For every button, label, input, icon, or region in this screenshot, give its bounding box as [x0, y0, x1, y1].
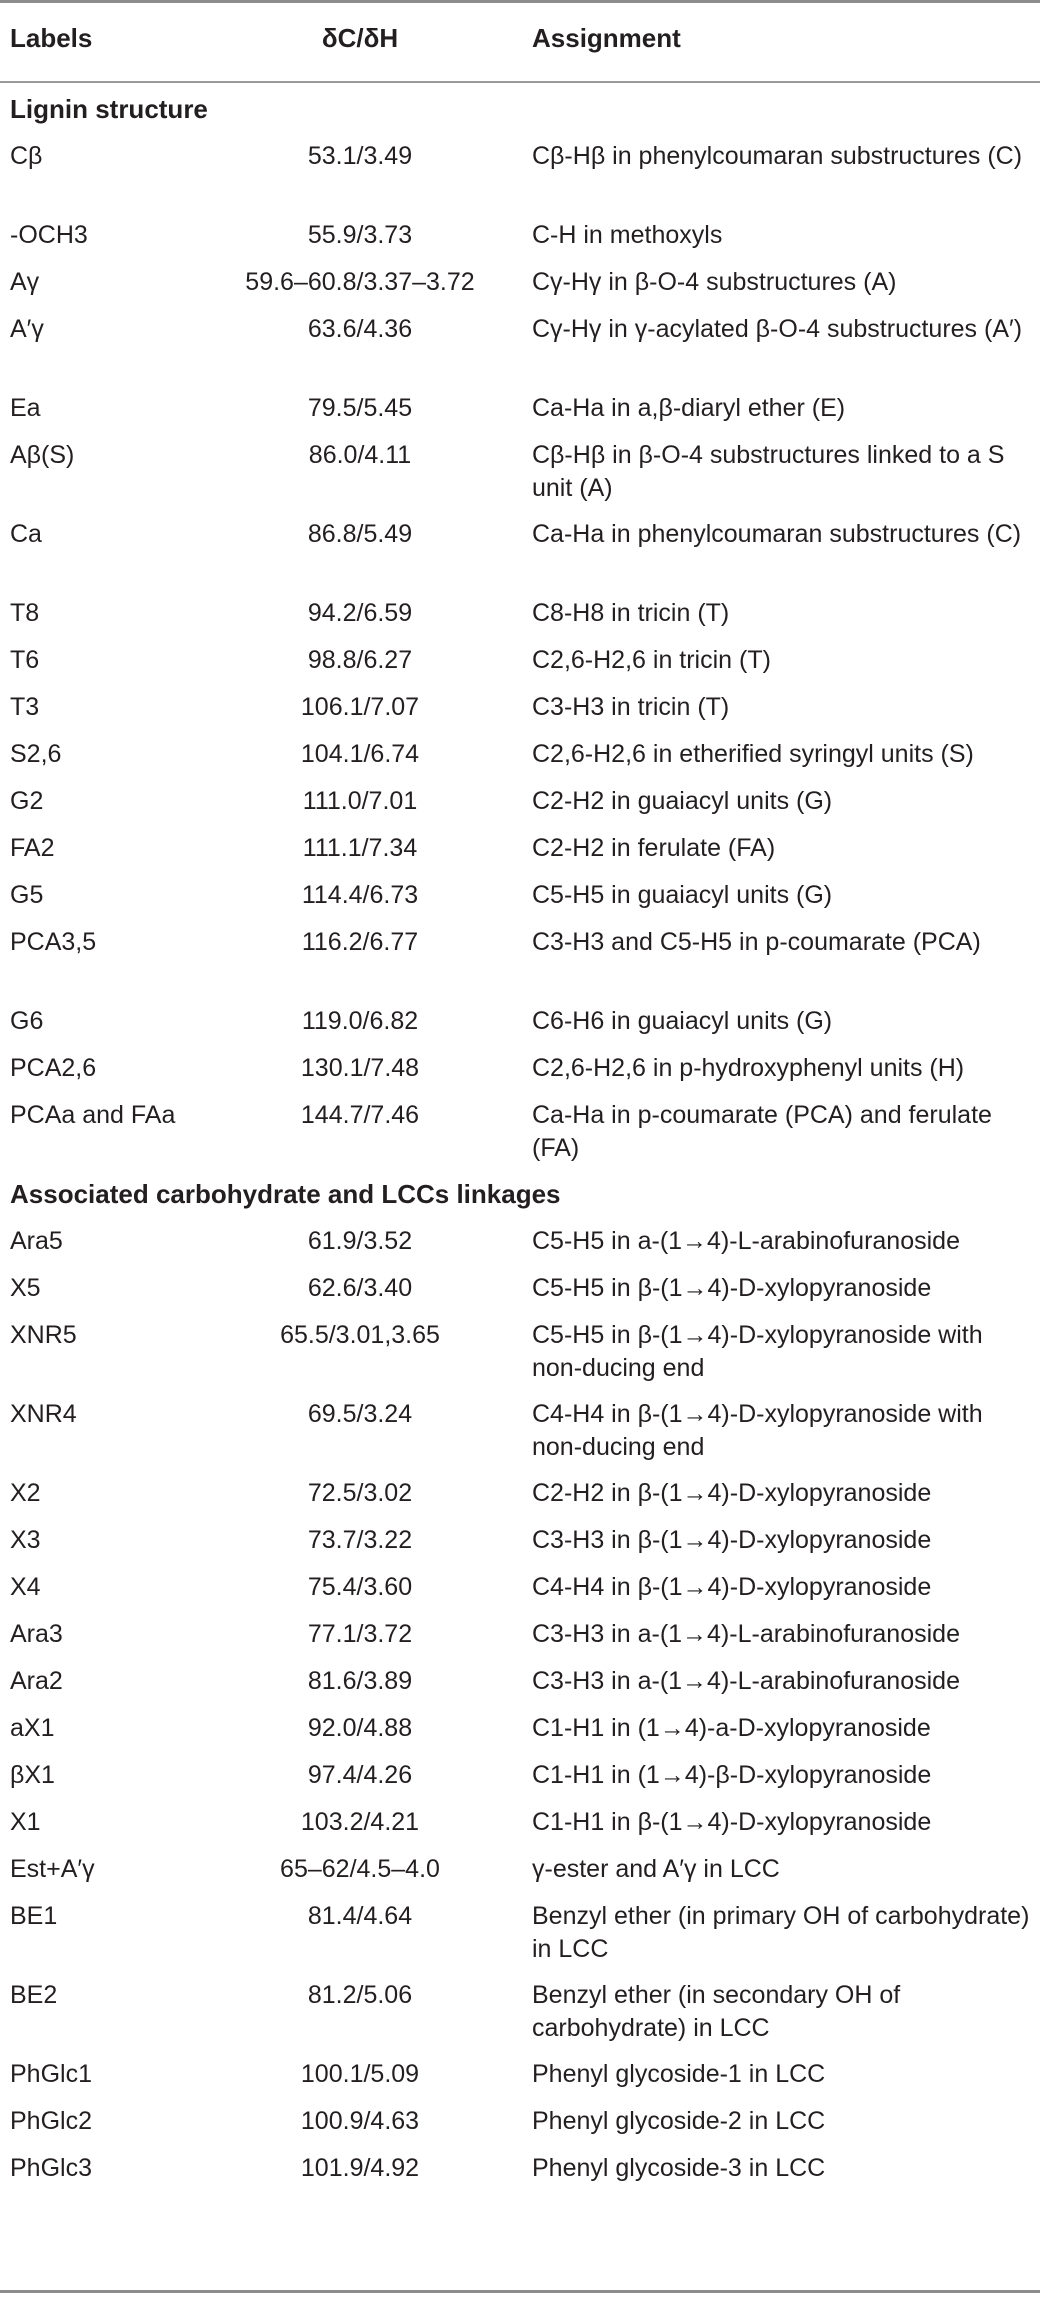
row-shift: 130.1/7.48 [300, 1054, 420, 1082]
row-shift: 98.8/6.27 [307, 646, 413, 674]
table-row [0, 1611, 1040, 1658]
row-assignment: C5-H5 in β-(1→4)-D-xylopyranoside [532, 1274, 932, 1302]
row-label: G5 [10, 881, 44, 909]
table-row [0, 1218, 1040, 1265]
row-assignment: C3-H3 in a-(1→4)-L-arabinofuranoside [532, 1620, 960, 1648]
row-assignment: C3-H3 in tricin (T) [532, 693, 730, 721]
row-label: G2 [10, 787, 44, 815]
row-assignment: C2,6-H2,6 in tricin (T) [532, 646, 771, 674]
table-row [0, 1972, 1040, 2051]
row-label: PhGlc3 [10, 2154, 92, 2182]
table-row [0, 2145, 1040, 2192]
table-row [0, 590, 1040, 637]
row-assignment: Benzyl ether (in primary OH of carbohydrate) in LCC [532, 1902, 1030, 1963]
table-row [0, 1752, 1040, 1799]
table-row [0, 1846, 1040, 1893]
row-assignment: C8-H8 in tricin (T) [532, 599, 730, 627]
row-label: T6 [10, 646, 40, 674]
row-assignment: C5-H5 in β-(1→4)-D-xylopyranoside with non-ducing end [532, 1321, 983, 1382]
table-row [0, 872, 1040, 919]
row-label: Ara2 [10, 1667, 63, 1695]
table-row [0, 1045, 1040, 1092]
row-assignment: C4-H4 in β-(1→4)-D-xylopyranoside [532, 1573, 932, 1601]
row-label: X4 [10, 1573, 41, 1601]
row-assignment: C2-H2 in β-(1→4)-D-xylopyranoside [532, 1479, 932, 1507]
row-shift: 81.6/3.89 [307, 1667, 413, 1695]
row-label: T3 [10, 693, 40, 721]
row-assignment: Ca-Ha in a,β-diaryl ether (E) [532, 394, 846, 422]
row-assignment: C5-H5 in guaiacyl units (G) [532, 881, 833, 909]
section-title-lignin: Lignin structure [10, 94, 208, 124]
header-assignment: Assignment [532, 23, 681, 53]
row-assignment: C2-H2 in ferulate (FA) [532, 834, 776, 862]
row-shift: 103.2/4.21 [300, 1808, 420, 1836]
row-label: Est+A′γ [10, 1855, 95, 1883]
row-assignment: C-H in methoxyls [532, 221, 723, 249]
table-row [0, 2051, 1040, 2098]
row-shift: 86.8/5.49 [307, 520, 413, 548]
row-label: X5 [10, 1274, 41, 1302]
table-row [0, 1705, 1040, 1752]
table-row [0, 1658, 1040, 1705]
row-shift: 79.5/5.45 [307, 394, 413, 422]
section-row [0, 1171, 1040, 1218]
row-assignment: Ca-Ha in p-coumarate (PCA) and ferulate (FA) [532, 1101, 992, 1162]
row-label: Ca [10, 520, 42, 548]
table-row [0, 919, 1040, 998]
table-bottom-rule [0, 2290, 1040, 2293]
row-assignment: γ-ester and A′γ in LCC [532, 1855, 780, 1883]
row-label: X3 [10, 1526, 41, 1554]
table-row [0, 778, 1040, 825]
row-shift: 72.5/3.02 [307, 1479, 413, 1507]
table-row [0, 1391, 1040, 1470]
row-assignment: Phenyl glycoside-2 in LCC [532, 2107, 826, 2135]
table-row [0, 259, 1040, 306]
row-label: Aβ(S) [10, 441, 75, 469]
row-shift: 65–62/4.5–4.0 [280, 1855, 440, 1883]
table-row [0, 1799, 1040, 1846]
row-shift: 61.9/3.52 [307, 1227, 413, 1255]
row-label: X2 [10, 1479, 41, 1507]
table-row [0, 1564, 1040, 1611]
table-row [0, 1312, 1040, 1391]
row-shift: 100.9/4.63 [300, 2107, 420, 2135]
row-shift: 81.4/4.64 [307, 1902, 413, 1930]
table-row [0, 1517, 1040, 1564]
row-assignment: C4-H4 in β-(1→4)-D-xylopyranoside with non-ducing end [532, 1400, 983, 1461]
row-shift: 73.7/3.22 [307, 1526, 413, 1554]
row-label: T8 [10, 599, 40, 627]
table-row [0, 385, 1040, 432]
table-row [0, 212, 1040, 259]
row-shift: 81.2/5.06 [307, 1981, 413, 2009]
table-header [0, 0, 1040, 82]
table-row [0, 1265, 1040, 1312]
row-label: XNR4 [10, 1400, 77, 1428]
row-label: FA2 [10, 834, 55, 862]
row-label: X1 [10, 1808, 41, 1836]
row-assignment: Phenyl glycoside-3 in LCC [532, 2154, 826, 2182]
row-label: G6 [10, 1007, 44, 1035]
row-shift: 101.9/4.92 [300, 2154, 420, 2182]
row-assignment: C1-H1 in (1→4)-a-D-xylopyranoside [532, 1714, 931, 1742]
row-assignment: Cβ-Hβ in phenylcoumaran substructures (C) [532, 142, 1023, 170]
row-label: Aγ [10, 268, 40, 296]
row-assignment: C3-H3 in a-(1→4)-L-arabinofuranoside [532, 1667, 960, 1695]
row-shift: 97.4/4.26 [307, 1761, 413, 1789]
row-shift: 106.1/7.07 [300, 693, 420, 721]
row-assignment: Ca-Ha in phenylcoumaran substructures (C) [532, 520, 1022, 548]
row-assignment: Phenyl glycoside-1 in LCC [532, 2060, 826, 2088]
row-label: XNR5 [10, 1321, 77, 1349]
header-labels: Labels [10, 23, 93, 53]
row-assignment: C3-H3 and C5-H5 in p-coumarate (PCA) [532, 928, 981, 956]
table-row [0, 684, 1040, 731]
row-label: PCA2,6 [10, 1054, 97, 1082]
row-label: Cβ [10, 142, 43, 170]
row-shift: 111.1/7.34 [302, 834, 418, 862]
row-shift: 62.6/3.40 [307, 1274, 413, 1302]
row-label: aX1 [10, 1714, 55, 1742]
row-shift: 63.6/4.36 [307, 315, 413, 343]
row-assignment: C2,6-H2,6 in p-hydroxyphenyl units (H) [532, 1054, 965, 1082]
row-shift: 69.5/3.24 [307, 1400, 413, 1428]
row-shift: 86.0/4.11 [308, 441, 412, 469]
table-row [0, 133, 1040, 212]
row-shift: 104.1/6.74 [300, 740, 420, 768]
row-shift: 75.4/3.60 [307, 1573, 413, 1601]
row-assignment: C3-H3 in β-(1→4)-D-xylopyranoside [532, 1526, 932, 1554]
row-label: PhGlc2 [10, 2107, 92, 2135]
row-label: A′γ [10, 315, 44, 343]
table-row [0, 1470, 1040, 1517]
row-assignment: C1-H1 in (1→4)-β-D-xylopyranoside [532, 1761, 932, 1789]
table-row [0, 998, 1040, 1045]
row-assignment: C6-H6 in guaiacyl units (G) [532, 1007, 833, 1035]
row-label: BE1 [10, 1902, 58, 1930]
row-shift: 114.4/6.73 [301, 881, 419, 909]
table-row [0, 432, 1040, 511]
row-assignment: C1-H1 in β-(1→4)-D-xylopyranoside [532, 1808, 932, 1836]
table-row [0, 2098, 1040, 2145]
table-row [0, 825, 1040, 872]
table-row [0, 1893, 1040, 1972]
table-row [0, 637, 1040, 684]
row-shift: 119.0/6.82 [301, 1007, 419, 1035]
row-label: -OCH3 [10, 221, 88, 249]
header-rule [0, 81, 1040, 83]
row-shift: 116.2/6.77 [301, 928, 419, 956]
row-shift: 94.2/6.59 [307, 599, 413, 627]
row-shift: 92.0/4.88 [307, 1714, 413, 1742]
row-shift: 144.7/7.46 [300, 1101, 420, 1129]
table-row [0, 1092, 1040, 1171]
row-shift: 77.1/3.72 [307, 1620, 413, 1648]
table-body [0, 86, 1040, 2192]
table-row [0, 511, 1040, 590]
section-title-carbohydrate: Associated carbohydrate and LCCs linkages [10, 1179, 561, 1209]
row-assignment: Benzyl ether (in secondary OH of carbohydrate) in LCC [532, 1981, 901, 2042]
row-label: BE2 [10, 1981, 58, 2009]
row-label: S2,6 [10, 740, 62, 768]
row-shift: 55.9/3.73 [307, 221, 413, 249]
header-shifts: δC/δH [321, 23, 399, 53]
row-assignment: Cγ-Hγ in γ-acylated β-O-4 substructures (A′) [532, 315, 1023, 343]
row-assignment: Cγ-Hγ in β-O-4 substructures (A) [532, 268, 897, 296]
row-shift: 53.1/3.49 [307, 142, 413, 170]
row-assignment: C2,6-H2,6 in etherified syringyl units (S) [532, 740, 974, 768]
row-label: Ea [10, 394, 41, 422]
row-label: βX1 [10, 1761, 55, 1789]
row-assignment: Cβ-Hβ in β-O-4 substructures linked to a S unit (A) [532, 441, 1005, 502]
row-label: Ara5 [10, 1227, 63, 1255]
table-row [0, 731, 1040, 778]
row-shift: 111.0/7.01 [302, 787, 418, 815]
table-row [0, 306, 1040, 385]
row-label: Ara3 [10, 1620, 63, 1648]
row-label: PhGlc1 [10, 2060, 92, 2088]
row-assignment: C2-H2 in guaiacyl units (G) [532, 787, 833, 815]
section-row [0, 86, 1040, 133]
row-assignment: C5-H5 in a-(1→4)-L-arabinofuranoside [532, 1227, 960, 1255]
row-label: PCAa and FAa [10, 1101, 176, 1129]
row-shift: 59.6–60.8/3.37–3.72 [245, 268, 475, 296]
row-shift: 100.1/5.09 [300, 2060, 420, 2088]
row-label: PCA3,5 [10, 928, 97, 956]
row-shift: 65.5/3.01,3.65 [280, 1321, 440, 1349]
